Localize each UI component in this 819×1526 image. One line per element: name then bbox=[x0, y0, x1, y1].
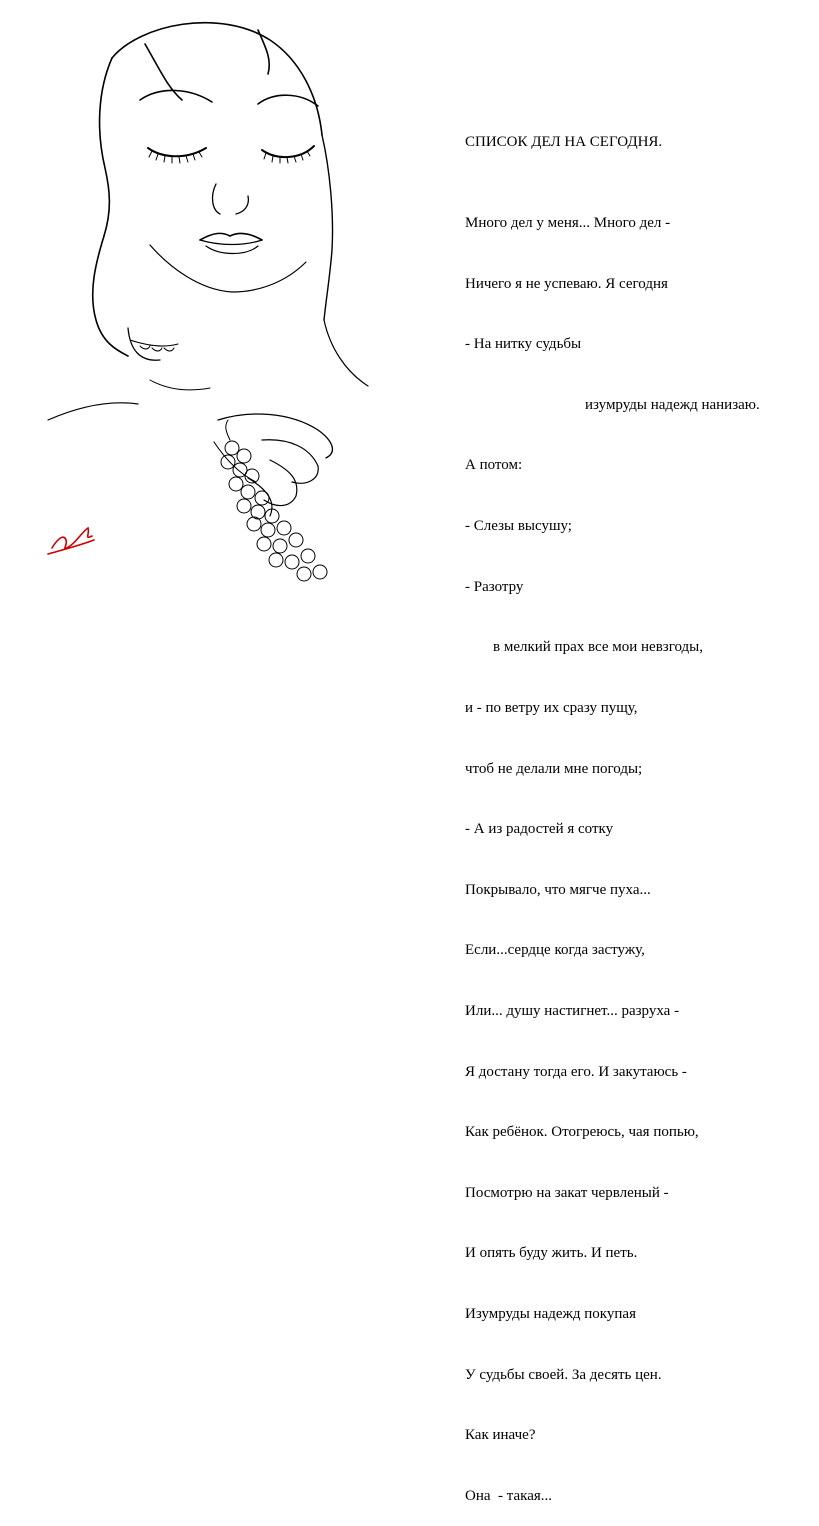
hair-left-strand bbox=[100, 58, 112, 236]
necklace bbox=[130, 340, 178, 346]
poem-line: Как ребёнок. Отогреюсь, чая попью, bbox=[465, 1124, 699, 1141]
upper-lip bbox=[200, 233, 262, 240]
woman-line-drawing bbox=[0, 0, 460, 588]
poem-line: и - по ветру их сразу пущу, bbox=[465, 699, 638, 716]
chest-left bbox=[48, 403, 138, 420]
grape-stem bbox=[226, 420, 230, 440]
necklace-beads bbox=[140, 346, 174, 351]
left-eyebrow bbox=[140, 90, 212, 102]
poem-line: - На нитку судьбы bbox=[465, 336, 582, 353]
poem-line: Много дел у меня... Много дел - bbox=[465, 215, 671, 232]
poem-line: Если...сердце когда застужу, bbox=[465, 942, 645, 959]
poem-line: - Разотру bbox=[465, 578, 524, 595]
poem-line: чтоб не делали мне погоды; bbox=[465, 760, 643, 777]
poem-title: СПИСОК ДЕЛ НА СЕГОДНЯ. bbox=[465, 134, 663, 151]
poem-line: Ничего я не успеваю. Я сегодня bbox=[465, 275, 668, 292]
poem-line: Я достану тогда его. И закутаюсь - bbox=[465, 1063, 687, 1080]
nose bbox=[213, 184, 249, 214]
woman-drawing-svg bbox=[0, 0, 460, 588]
poem-line: Посмотрю на закат червленый - bbox=[465, 1184, 669, 1201]
poem-line: - А из радостей я сотку bbox=[465, 821, 614, 838]
face-right-contour bbox=[322, 135, 333, 320]
artist-signature bbox=[48, 528, 94, 554]
right-eyebrow bbox=[258, 95, 318, 106]
poem-line: изумруды надежд нанизаю. bbox=[585, 396, 760, 413]
poem bbox=[465, 92, 815, 1526]
jaw-line bbox=[150, 245, 306, 292]
poem-line: Как иначе? bbox=[465, 1427, 536, 1444]
poem-line: Покрывало, что мягче пуха... bbox=[465, 881, 651, 898]
poem-line: У судьбы своей. За десять цен. bbox=[465, 1366, 662, 1383]
hand-top bbox=[218, 414, 332, 458]
hair-inner-left bbox=[93, 236, 128, 356]
poem-line: - Слезы высушу; bbox=[465, 518, 572, 535]
collar-bone bbox=[150, 380, 210, 390]
lower-lip bbox=[206, 246, 258, 254]
lip-line bbox=[200, 240, 262, 245]
poem-line: в мелкий прах все мои невзгоды, bbox=[493, 639, 704, 656]
poem-line: Она - такая... bbox=[465, 1487, 553, 1504]
shoulder-line bbox=[324, 320, 368, 386]
poem-line: И опять буду жить. И петь. bbox=[465, 1245, 638, 1262]
hair-outline bbox=[112, 23, 322, 135]
left-eye bbox=[148, 148, 206, 156]
right-eye bbox=[262, 146, 314, 157]
poem-line: Или... душу настигнет... разруха - bbox=[465, 1002, 680, 1019]
poem-line: А потом: bbox=[465, 457, 523, 474]
poem-line: Изумруды надежд покупая bbox=[465, 1305, 636, 1322]
